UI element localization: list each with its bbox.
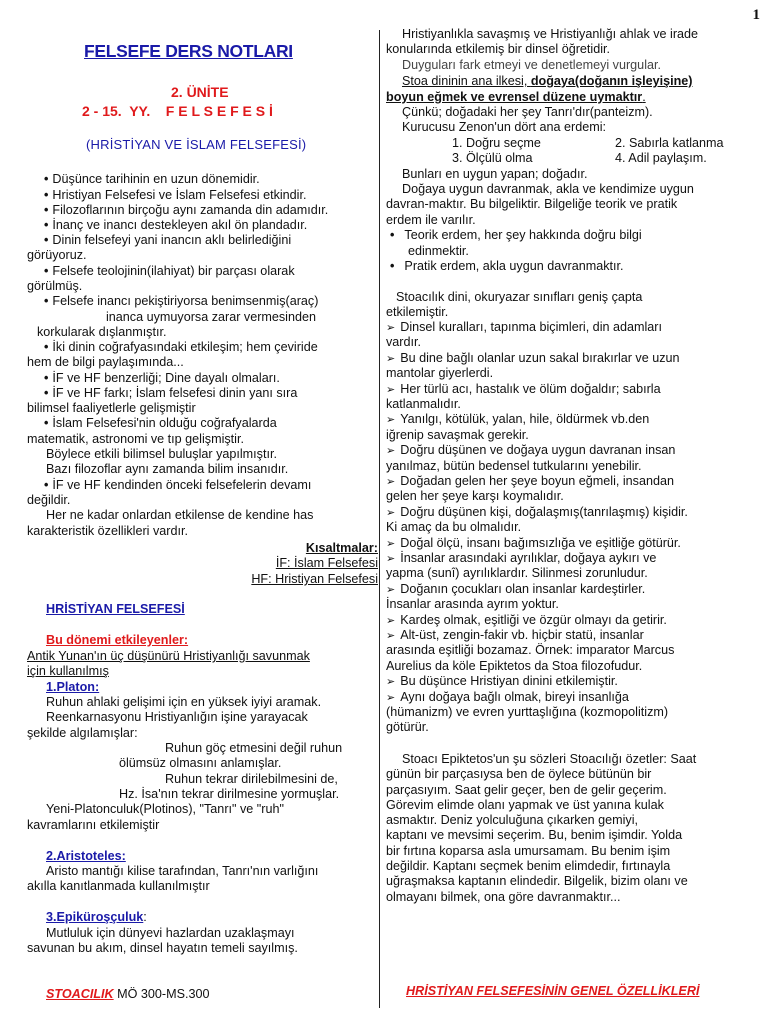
arrow-item: ➢ Doğru düşünen kişi, doğalaşmış(tanrılaşmış) kişidir. bbox=[386, 505, 688, 520]
list-item-continuation: hem de bilgi paylaşımında... bbox=[27, 355, 184, 369]
paragraph-line: Antik Yunan'ın üç düşünürü Hristiyanlığı savunmak bbox=[27, 649, 310, 663]
period-heading: 2 - 15. YY. F E L S E F E S İ bbox=[82, 103, 273, 119]
list-item: • İslam Felsefesi'nin olduğu coğrafyalarda bbox=[44, 416, 277, 431]
virtue-item: 4. Adil paylaşım. bbox=[615, 151, 707, 165]
stoa-principle-period: . bbox=[642, 90, 646, 104]
list-item-continuation: korkularak dışlanmıştır. bbox=[37, 325, 167, 339]
paragraph-line: davran-maktır. Bu bilgeliktir. Bilgeliğe teorik ve pratik bbox=[386, 197, 678, 211]
arrow-item-continuation: yanılmaz, bütün bedensel tutkularını yenebilir. bbox=[386, 459, 642, 473]
arrow-item: ➢ Alt-üst, zengin-fakir vb. hiçbir statü, insanlar bbox=[386, 628, 644, 643]
aristotle-heading: 2.Aristoteles: bbox=[46, 849, 126, 863]
paragraph-line: şekilde algılamışlar: bbox=[27, 726, 138, 740]
quote-line: uğraşmaksa kaptanın elindedir. Bilgelik, bizim olanı ve bbox=[386, 874, 688, 888]
list-item: • İF ve HF benzerliği; Dine dayalı olmaları. bbox=[44, 371, 280, 386]
list-item: • Felsefe inancı pekiştiriyorsa benimsenmiş(araç) bbox=[44, 294, 318, 309]
list-item: • Teorik erdem, her şey hakkında doğru bilgi bbox=[390, 228, 642, 243]
quote-line: kaptanı ve mevsimi seçerim. Bu, benim işimdir. Yolda bbox=[386, 828, 683, 842]
paragraph-line: için kullanılmış bbox=[27, 664, 109, 678]
quote-line: Stoacı Epiktetos'un şu sözleri Stoacılığı özetler: Saat bbox=[402, 752, 697, 766]
stoa-heading bbox=[46, 987, 210, 1002]
paragraph-line: Böylece etkili bilimsel buluşlar yapılmıştır. bbox=[46, 447, 277, 461]
paragraph-line: Reenkarnasyonu Hristiyanlığın işine yarayacak bbox=[46, 710, 308, 724]
stoa-principle-line-2 bbox=[386, 90, 646, 105]
arrow-item-continuation: Aurelius da köle Epiktetos da Stoa filozofudur. bbox=[386, 659, 643, 673]
paragraph-line: Ruhun ahlaki gelişimi için en yüksek iyiyi aramak. bbox=[46, 695, 322, 709]
paragraph-line: Ruhun göç etmesini değil ruhun bbox=[165, 741, 343, 755]
paragraph-line: Hz. İsa'nın tekrar dirilmesine yormuşlar. bbox=[119, 787, 340, 801]
page-number: 1 bbox=[752, 7, 760, 23]
arrow-item-continuation: İnsanlar arasında ayrım yoktur. bbox=[386, 597, 559, 611]
stoa-principle-emphasis: doğaya(doğanın işleyişine) bbox=[530, 74, 693, 88]
section-heading-hf: HRİSTİYAN FELSEFESİ bbox=[46, 602, 185, 616]
arrow-item: ➢ Doğanın çocukları olan insanlar kardeştirler. bbox=[386, 582, 645, 597]
arrow-item-continuation: iğrenip savaşmak gerekir. bbox=[386, 428, 529, 442]
stoa-principle-emphasis-2: boyun eğmek ve evrensel düzene uymaktır bbox=[386, 90, 643, 104]
influencers-heading: Bu dönemi etkileyenler: bbox=[46, 633, 189, 647]
virtue-item: 1. Doğru seçme bbox=[452, 136, 541, 150]
arrow-item-continuation: katlanmalıdır. bbox=[386, 397, 461, 411]
quote-line: olmayanı bilmek, ona göre davranmaktır... bbox=[386, 890, 621, 904]
epicurus-heading-text: 3.Epiküroşçuluk bbox=[46, 910, 144, 924]
paragraph-line: Duyguları fark etmeyi ve denetlemeyi vurgular. bbox=[402, 58, 661, 72]
paragraph-line: Çünkü; doğadaki her şey Tanrı'dır(panteizm). bbox=[402, 105, 653, 119]
paragraph-line: akılla kanıtlanmada kullanılmıştır bbox=[27, 879, 210, 893]
quote-line: Görevim elimde olanı yapmak ve üst yanına kulak bbox=[386, 798, 664, 812]
list-item-continuation: bilimsel faaliyetlerle gelişmiştir bbox=[27, 401, 196, 415]
arrow-item-continuation: vardır. bbox=[386, 335, 421, 349]
list-item-continuation: edinmektir. bbox=[408, 244, 469, 258]
subtitle: (HRİSTİYAN VE İSLAM FELSEFESİ) bbox=[86, 137, 307, 152]
paragraph-line: Bunları en uygun yapan; doğadır. bbox=[402, 167, 588, 181]
paragraph-line: ölümsüz olmasını anlamışlar. bbox=[119, 756, 282, 770]
paragraph-line: kavramlarını etkilemiştir bbox=[27, 818, 160, 832]
arrow-item: ➢ Kardeş olmak, eşitliği ve özgür olmayı da getirir. bbox=[386, 613, 667, 628]
abbreviation-hf: HF: Hristiyan Felsefesi bbox=[251, 572, 378, 586]
arrow-item: ➢ Her türlü acı, hastalık ve ölüm doğaldır; sabırla bbox=[386, 382, 661, 397]
quote-line: parçasıyım. Saat gelir geçer, ben de gelir geçerim. bbox=[386, 783, 667, 797]
quote-line: günün bir parçasıysa ben de öylece bütünün bir bbox=[386, 767, 652, 781]
arrow-item: ➢ İnsanlar arasındaki ayrılıklar, doğaya aykırı ve bbox=[386, 551, 656, 566]
list-item: • İki dinin coğrafyasındaki etkileşim; hem çeviride bbox=[44, 340, 318, 355]
paragraph-line: karakteristik özellikleri vardır. bbox=[27, 524, 188, 538]
paragraph-line: Kurucusu Zenon'un dört ana erdemi: bbox=[402, 120, 607, 134]
list-item: • Hristiyan Felsefesi ve İslam Felsefesi etkindir. bbox=[44, 188, 306, 203]
abbreviations-heading: Kısaltmalar: bbox=[305, 541, 378, 555]
stoa-dates: MÖ 300-MS.300 bbox=[113, 987, 210, 1001]
epicurus-heading bbox=[46, 910, 147, 925]
stoa-principle-line bbox=[402, 74, 692, 89]
list-item-continuation: görülmüş. bbox=[27, 279, 83, 293]
abbreviation-if: İF: İslam Felsefesi bbox=[275, 556, 378, 570]
list-item: • Pratik erdem, akla uygun davranmaktır. bbox=[390, 259, 624, 274]
arrow-item: ➢ Yanılgı, kötülük, yalan, hile, öldürmek vb.den bbox=[386, 412, 649, 427]
quote-line: bir fırtına koparsa asla umursamam. Bu benim işim bbox=[386, 844, 671, 858]
arrow-item-continuation: arasında eşitliği bozamaz. Örnek: imparator Marcus bbox=[386, 643, 675, 657]
arrow-item: ➢ Bu dine bağlı olanlar uzun sakal bırakırlar ve uzun bbox=[386, 351, 680, 366]
virtue-item: 2. Sabırla katlanma bbox=[615, 136, 724, 150]
paragraph-line: Yeni-Platonculuk(Plotinos), "Tanrı" ve "ruh" bbox=[46, 802, 284, 816]
list-item: • İnanç ve inancı destekleyen akıl ön plandadır. bbox=[44, 218, 307, 233]
list-item-continuation: görüyoruz. bbox=[27, 248, 87, 262]
arrow-item: ➢ Bu düşünce Hristiyan dinini etkilemiştir. bbox=[386, 674, 618, 689]
arrow-item-continuation: yapma (sunî) ayrılıklardır. Silinmesi zorunludur. bbox=[386, 566, 648, 580]
quote-line: asmaktır. Deniz yolculuğuna çıkarken gemiyi, bbox=[386, 813, 638, 827]
arrow-item: ➢ Aynı doğaya bağlı olmak, bireyi insanlığa bbox=[386, 690, 629, 705]
paragraph-line: etkilemiştir. bbox=[386, 305, 449, 319]
arrow-item: ➢ Doğru düşünen ve doğaya uygun davranan insan bbox=[386, 443, 675, 458]
stoa-principle-text: Stoa dininin ana ilkesi, bbox=[402, 74, 531, 88]
paragraph-line: Stoacılık dini, okuryazar sınıfları geniş çapta bbox=[396, 290, 643, 304]
paragraph-line: Bazı filozoflar aynı zamanda bilim insanıdır. bbox=[46, 462, 289, 476]
paragraph-line: Mutluluk için dünyevi hazlardan uzaklaşmayı bbox=[46, 926, 295, 940]
quote-line: değildir. Kaptanı seçmek benim elimdedir, fırtınayla bbox=[386, 859, 671, 873]
list-item: • İF ve HF farkı; İslam felsefesi dinin yanı sıra bbox=[44, 386, 297, 401]
list-item: • Dinin felsefeyi yani inancın aklı belirlediğini bbox=[44, 233, 291, 248]
list-item: • Düşünce tarihinin en uzun dönemidir. bbox=[44, 172, 260, 187]
paragraph-line: Doğaya uygun davranmak, akla ve kendimize uygun bbox=[402, 182, 694, 196]
list-item: • İF ve HF kendinden önceki felsefelerin devamı bbox=[44, 478, 311, 493]
arrow-item-continuation: (hümanizm) ve evren yurttaşlığına (kozmopolitizm) bbox=[386, 705, 669, 719]
paragraph-line: konularında etkilemiş bir dinsel öğretidir. bbox=[386, 42, 610, 56]
paragraph-line: Aristo mantığı kilise tarafından, Tanrı'nın varlığını bbox=[46, 864, 319, 878]
arrow-item-continuation: mantolar giyerlerdi. bbox=[386, 366, 494, 380]
unit-heading: 2. ÜNİTE bbox=[171, 84, 229, 100]
list-item: • Filozoflarının birçoğu aynı zamanda din adamıdır. bbox=[44, 203, 328, 218]
paragraph-line: Her ne kadar onlardan etkilense de kendine has bbox=[46, 508, 314, 522]
epicurus-heading-colon: : bbox=[143, 910, 147, 924]
plato-heading: 1.Platon: bbox=[46, 680, 100, 694]
arrow-item: ➢ Dinsel kuralları, tapınma biçimleri, din adamları bbox=[386, 320, 662, 335]
stoa-label: STOACILIK bbox=[46, 987, 114, 1001]
column-divider bbox=[379, 30, 380, 1008]
list-item-continuation: inanca uymuyorsa zarar vermesinden bbox=[106, 310, 316, 324]
list-item-continuation: matematik, astronomi ve tıp gelişmiştir. bbox=[27, 432, 244, 446]
footer-heading: HRİSTİYAN FELSEFESİNİN GENEL ÖZELLİKLERİ bbox=[406, 984, 700, 998]
paragraph-line: savunan bu akım, dinsel hayatın temeli sayılmış. bbox=[27, 941, 298, 955]
document-title: FELSEFE DERS NOTLARI bbox=[84, 41, 293, 61]
arrow-item-continuation: götürür. bbox=[386, 720, 429, 734]
arrow-item-continuation: Ki amaç da bu olmalıdır. bbox=[386, 520, 522, 534]
paragraph-line: Hristiyanlıkla savaşmış ve Hristiyanlığı ahlak ve irade bbox=[402, 27, 699, 41]
arrow-item-continuation: gelen her şeye karşı koymalıdır. bbox=[386, 489, 564, 503]
arrow-item: ➢ Doğal ölçü, insanı bağımsızlığa ve eşitliğe götürür. bbox=[386, 536, 681, 551]
list-item: • Felsefe teolojinin(ilahiyat) bir parçası olarak bbox=[44, 264, 295, 279]
paragraph-line: erdem ile varılır. bbox=[386, 213, 476, 227]
paragraph-line: Ruhun tekrar dirilebilmesini de, bbox=[165, 772, 338, 786]
list-item-continuation: değildir. bbox=[27, 493, 71, 507]
arrow-item: ➢ Doğadan gelen her şeye boyun eğmeli, insandan bbox=[386, 474, 674, 489]
virtue-item: 3. Ölçülü olma bbox=[452, 151, 533, 165]
